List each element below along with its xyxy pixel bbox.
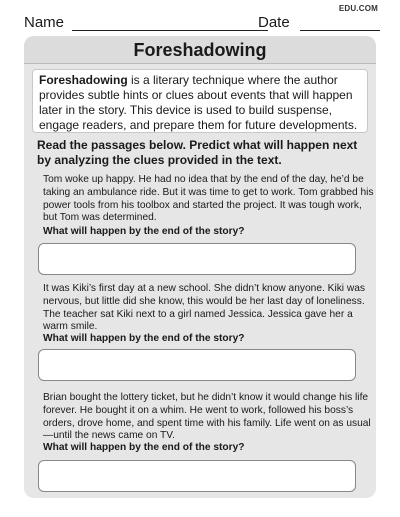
answer-box-1[interactable]	[38, 243, 356, 275]
definition-text: is a literary technique where the author provides subtle hints or clues about events that will happen later in the story. This device is used to build suspense, engage readers, and prepare them for future developments.	[39, 73, 358, 132]
definition-box	[32, 69, 368, 133]
name-label: Name	[24, 14, 65, 31]
header-row	[24, 14, 380, 34]
answer-box-3[interactable]	[38, 460, 356, 492]
passage-2-question: What will happen by the end of the story?	[43, 333, 245, 344]
answer-box-2[interactable]	[38, 349, 356, 381]
passage-3-question: What will happen by the end of the story?	[43, 442, 245, 453]
definition-term: Foreshadowing	[39, 73, 128, 87]
passage-1-text: Tom woke up happy. He had no idea that by the end of the day, he’d be taking an ambulance ride. But it was time to get to work. Tom grabbed his power tools from his toolbox and started the project. It was tough work, but Tom was determined.	[43, 174, 374, 224]
passage-3-text: Brian bought the lottery ticket, but he didn’t know it would change his life forever. He bought it on a whim. He went to work, followed his boss’s orders, drove home, and spent time with his family. Life went on as usual—until the news came on TV.	[43, 392, 371, 442]
instructions: Read the passages below. Predict what will happen next by analyzing the clues provided in the text.	[37, 138, 358, 167]
name-line[interactable]	[72, 30, 268, 31]
passage-2-text: It was Kiki’s first day at a new school. She didn’t know anyone. Kiki was nervous, but little did she know, this would be her last day of loneliness. The teacher sat Kiki next to a girl named Jessica. Jessica gave her a warm smile.	[43, 283, 366, 333]
worksheet	[24, 36, 376, 498]
worksheet-title: Foreshadowing	[133, 40, 267, 60]
brand-logo: EDU.COM	[338, 4, 378, 13]
passage-1-question: What will happen by the end of the story?	[43, 226, 245, 237]
date-label: Date	[258, 14, 290, 31]
date-line[interactable]	[300, 30, 380, 31]
